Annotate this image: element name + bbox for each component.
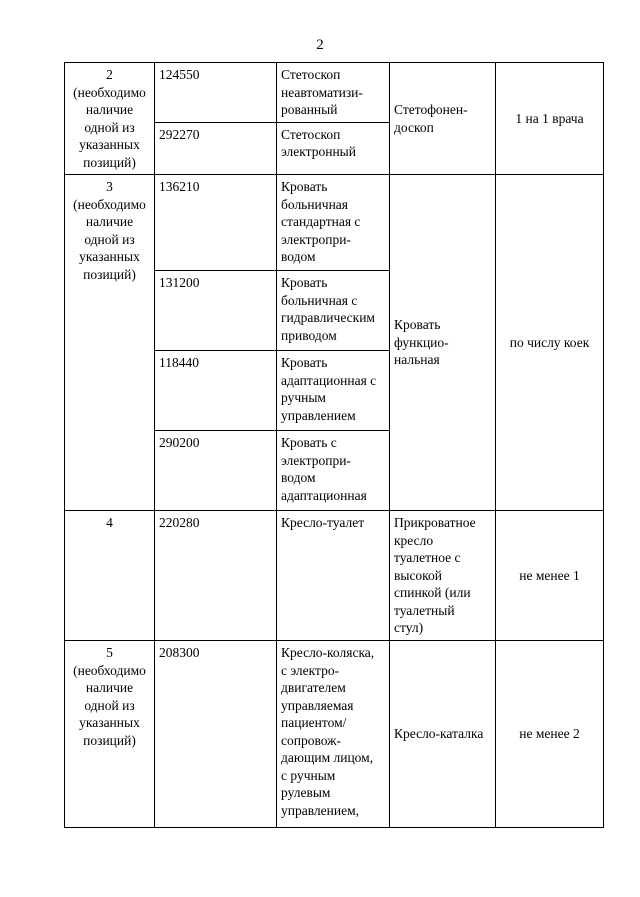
item-name-cell: Кровать больничная с гидравлическим приводом xyxy=(277,271,390,351)
code-cell: 131200 xyxy=(155,271,277,351)
code-cell: 118440 xyxy=(155,351,277,431)
position-number-cell: 4 xyxy=(65,511,155,641)
item-name-cell: Кровать с электропри- водом адаптационная xyxy=(277,431,390,511)
table-row xyxy=(65,175,604,271)
item-name-cell: Кресло-туалет xyxy=(277,511,390,641)
generic-name-cell: Кровать функцио- нальная xyxy=(390,175,496,511)
generic-name-cell: Прикроватное кресло туалетное с высокой спинкой (или туалетный стул) xyxy=(390,511,496,641)
equipment-table xyxy=(64,62,604,828)
item-name-cell: Стетоскоп электронный xyxy=(277,122,390,174)
code-cell: 220280 xyxy=(155,511,277,641)
table-row xyxy=(65,63,604,123)
code-cell: 290200 xyxy=(155,431,277,511)
code-cell: 292270 xyxy=(155,122,277,174)
position-number-cell: 5 (необходимо наличие одной из указанных позиций) xyxy=(65,641,155,828)
table-row xyxy=(65,511,604,641)
position-number-cell: 2 (необходимо наличие одной из указанных позиций) xyxy=(65,63,155,175)
item-name-cell: Кровать больничная стандартная с электропри- водом xyxy=(277,175,390,271)
quantity-cell: не менее 2 xyxy=(496,641,604,828)
generic-name-cell: Кресло-каталка xyxy=(390,641,496,828)
table-body xyxy=(65,63,604,828)
position-number-cell: 3 (необходимо наличие одной из указанных позиций) xyxy=(65,175,155,511)
code-cell: 136210 xyxy=(155,175,277,271)
code-cell: 124550 xyxy=(155,63,277,123)
quantity-cell: 1 на 1 врача xyxy=(496,63,604,175)
table-row xyxy=(65,641,604,828)
item-name-cell: Стетоскоп неавтоматизи- рованный xyxy=(277,63,390,123)
quantity-cell: по числу коек xyxy=(496,175,604,511)
item-name-cell: Кресло-коляска, с электро- двигателем управляемая пациентом/ сопровож- дающим лицом, с ручным рулевым управлением, xyxy=(277,641,390,828)
page-number: 2 xyxy=(316,37,324,53)
code-cell: 208300 xyxy=(155,641,277,828)
item-name-cell: Кровать адаптационная с ручным управлением xyxy=(277,351,390,431)
quantity-cell: не менее 1 xyxy=(496,511,604,641)
generic-name-cell: Стетофонен- доскоп xyxy=(390,63,496,175)
